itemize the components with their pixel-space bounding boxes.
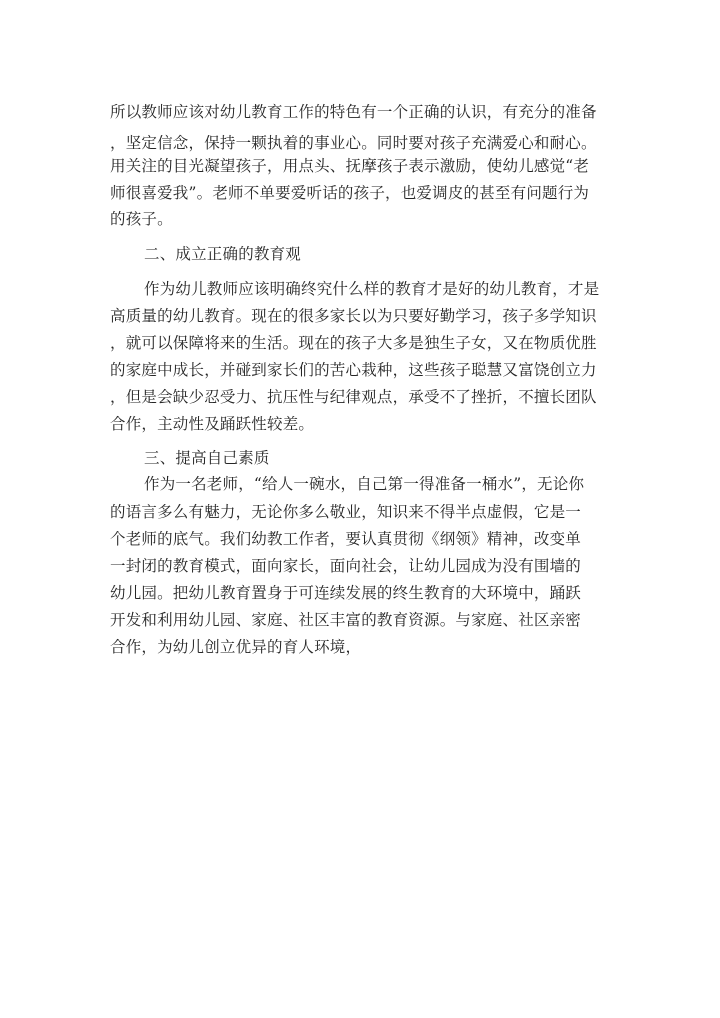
paragraph-line: 的孩子。	[110, 210, 173, 228]
paragraph-line: ，但是会缺少忍受力、抗压性与纪律观点，承受不了挫折，不擅长团队	[110, 388, 597, 406]
paragraph-line: 作为一名老师，“给人一碗水，自己第一得准备一桶水”，无论你	[144, 475, 585, 493]
paragraph-line: 个老师的底气。我们幼教工作者，要认真贯彻《纲领》精神，改变单	[110, 530, 582, 548]
paragraph-line: ，坚定信念，保持一颗执着的事业心。同时要对孩子充满爱心和耐心。	[110, 134, 597, 152]
paragraph-line: 幼儿园。把幼儿教育置身于可连续发展的终生教育的大环境中，踊跃	[110, 584, 582, 602]
paragraph-line: 的语言多么有魅力，无论你多么敬业，知识来不得半点虚假，它是一	[110, 503, 582, 521]
paragraph-line: 开发和利用幼儿园、家庭、社区丰富的教育资源。与家庭、社区亲密	[110, 611, 582, 629]
paragraph-line: 的家庭中成长，并碰到家长们的苦心栽种，这些孩子聪慧又富饶创立力	[110, 361, 597, 379]
section-heading: 三、提高自己素质	[144, 449, 270, 467]
paragraph-line: 合作，主动性及踊跃性较差。	[110, 415, 315, 433]
paragraph-line: 师很喜爱我”。老师不单要爱听话的孩子，也爱调皮的甚至有问题行为	[110, 184, 590, 202]
paragraph-line: 高质量的幼儿教育。现在的很多家长以为只要好勤学习，孩子多学知识	[110, 307, 597, 325]
paragraph-line: 合作，为幼儿创立优异的育人环境，	[110, 638, 362, 656]
section-heading: 二、成立正确的教育观	[144, 245, 302, 263]
paragraph-line: ，就可以保障将来的生活。现在的孩子大多是独生子女，又在物质优胜	[110, 334, 597, 352]
paragraph-line: 用关注的目光凝望孩子，用点头、抚摩孩子表示激励，使幼儿感觉“老	[110, 157, 590, 175]
paragraph-line: 一封闭的教育模式，面向家长，面向社会，让幼儿园成为没有围墙的	[110, 557, 582, 575]
paragraph-line: 作为幼儿教师应该明确终究什么样的教育才是好的幼儿教育，才是	[144, 280, 600, 298]
paragraph-line: 所以教师应该对幼儿教育工作的特色有一个正确的认识，有充分的准备	[110, 103, 597, 121]
